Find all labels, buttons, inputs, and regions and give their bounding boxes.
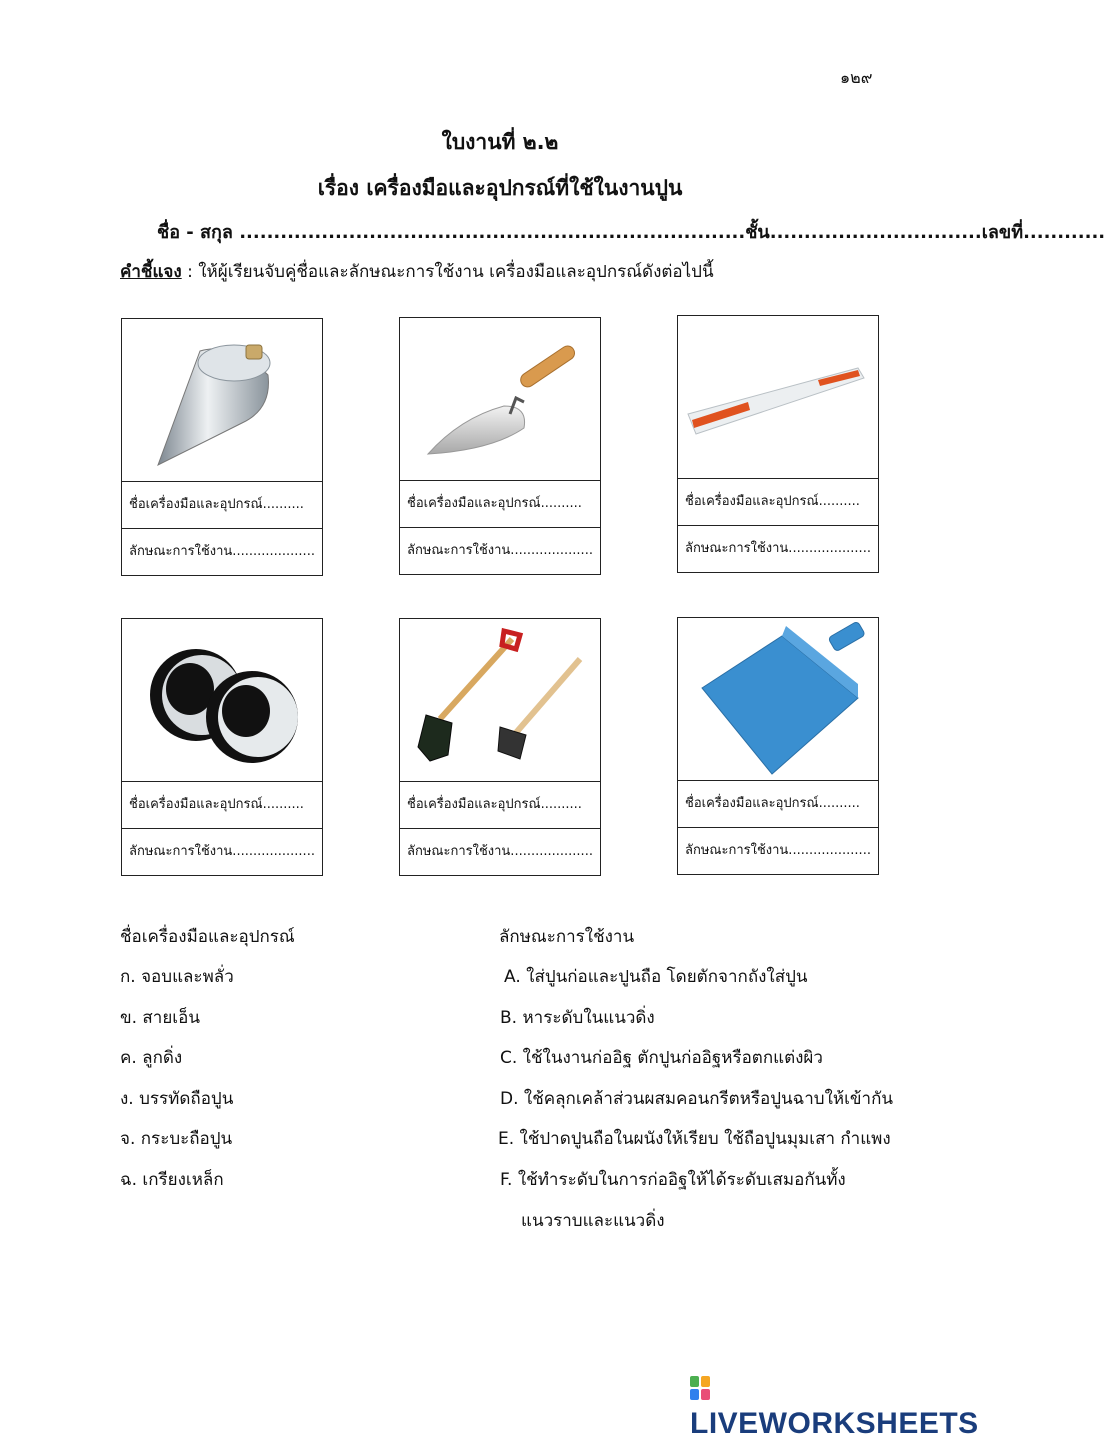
tool-usage-field-1[interactable]: ลักษณะการใช้งาน.................... — [122, 528, 322, 575]
usage-item: F. ใช้ทำระดับในการก่ออิฐให้ได้ระดับเสมอกันทั้ง — [500, 1170, 846, 1190]
tool-name-item: ก. จอบและพลั่ว — [120, 967, 234, 987]
tool-usage-field-6[interactable]: ลักษณะการใช้งาน.................... — [678, 827, 878, 874]
instruction-text: : ให้ผู้เรียนจับคู่ชื่อและลักษณะการใช้งาน เครื่องมือและอุปกรณ์ดังต่อไปนี้ — [181, 262, 714, 282]
tool-image-2 — [400, 318, 600, 481]
tool-name-item: ง. บรรทัดถือปูน — [120, 1089, 234, 1109]
tool-name-field-6[interactable]: ชื่อเครื่องมือและอุปกรณ์.......... — [685, 796, 860, 811]
tool-usage-field-5[interactable]: ลักษณะการใช้งาน.................... — [400, 828, 600, 875]
worksheet-title: ใบงานที่ ๒.๒ — [441, 130, 559, 154]
instruction-label: คำชี้แจง — [120, 262, 182, 282]
plumb-bob-icon — [122, 319, 322, 481]
usage-item: B. หาระดับในแนวดิ่ง — [500, 1008, 655, 1028]
tool-image-1 — [122, 319, 322, 482]
straightedge-icon — [678, 316, 878, 478]
tool-name-field-1[interactable]: ชื่อเครื่องมือและอุปกรณ์.......... — [129, 497, 304, 512]
usage-heading: ลักษณะการใช้งาน — [499, 927, 635, 947]
tool-name-item: จ. กระบะถือปูน — [120, 1129, 233, 1149]
page-number: ๑๒๙ — [840, 68, 873, 87]
tool-usage-field-3[interactable]: ลักษณะการใช้งาน.................... — [678, 525, 878, 572]
tool-usage-field-4[interactable]: ลักษณะการใช้งาน.................... — [122, 828, 322, 875]
tool-image-5 — [400, 619, 600, 782]
usage-item: A. ใส่ปูนก่อและปูนถือ โดยตักจากถังใส่ปูน — [504, 967, 808, 987]
tool-name-item: ข. สายเอ็น — [120, 1008, 200, 1028]
trowel-icon — [400, 318, 600, 480]
tool-card-3 — [677, 315, 879, 573]
tool-card-2 — [399, 317, 601, 575]
tool-name-item: ฉ. เกรียงเหล็ก — [120, 1170, 224, 1190]
usage-item-continued: แนวราบและแนวดิ่ง — [521, 1211, 665, 1231]
tool-card-6 — [677, 617, 879, 875]
liveworksheets-logo[interactable] — [690, 1373, 1000, 1441]
liveworksheets-mark-icon — [690, 1376, 712, 1402]
tool-name-field-2[interactable]: ชื่อเครื่องมือและอุปกรณ์.......... — [407, 496, 582, 511]
tool-card-5 — [399, 618, 601, 876]
tool-name-field-5[interactable]: ชื่อเครื่องมือและอุปกรณ์.......... — [407, 797, 582, 812]
tool-image-6 — [678, 618, 878, 781]
tool-card-1 — [121, 318, 323, 576]
tool-names-heading: ชื่อเครื่องมือและอุปกรณ์ — [120, 927, 295, 947]
shovel-hoe-icon — [400, 619, 600, 781]
tool-card-4 — [121, 618, 323, 876]
tool-name-field-3[interactable]: ชื่อเครื่องมือและอุปกรณ์.......... — [685, 494, 860, 509]
tool-name-field-4[interactable]: ชื่อเครื่องมือและอุปกรณ์.......... — [129, 797, 304, 812]
tool-image-4 — [122, 619, 322, 782]
line-spool-icon — [122, 619, 322, 781]
worksheet-subject: เรื่อง เครื่องมือและอุปกรณ์ที่ใช้ในงานปูน — [317, 176, 683, 200]
usage-item: C. ใช้ในงานก่ออิฐ ตักปูนก่ออิฐหรือตกแต่งผิว — [500, 1048, 823, 1068]
instruction — [120, 258, 714, 285]
tool-name-item: ค. ลูกดิ่ง — [120, 1048, 183, 1068]
student-info-line: ชื่อ - สกุล ..........................................................................ชั้น...............................เลขที่............ — [157, 222, 1105, 243]
tool-usage-field-2[interactable]: ลักษณะการใช้งาน.................... — [400, 527, 600, 574]
liveworksheets-text: LIVEWORKSHEETS — [690, 1407, 979, 1440]
usage-item: D. ใช้คลุกเคล้าส่วนผสมคอนกรีตหรือปูนฉาบให้เข้ากัน — [500, 1089, 893, 1109]
mortar-scoop-icon — [678, 618, 878, 780]
usage-item: E. ใช้ปาดปูนถือในผนังให้เรียบ ใช้ถือปูนมุมเสา กำแพง — [498, 1129, 891, 1149]
tool-image-3 — [678, 316, 878, 479]
